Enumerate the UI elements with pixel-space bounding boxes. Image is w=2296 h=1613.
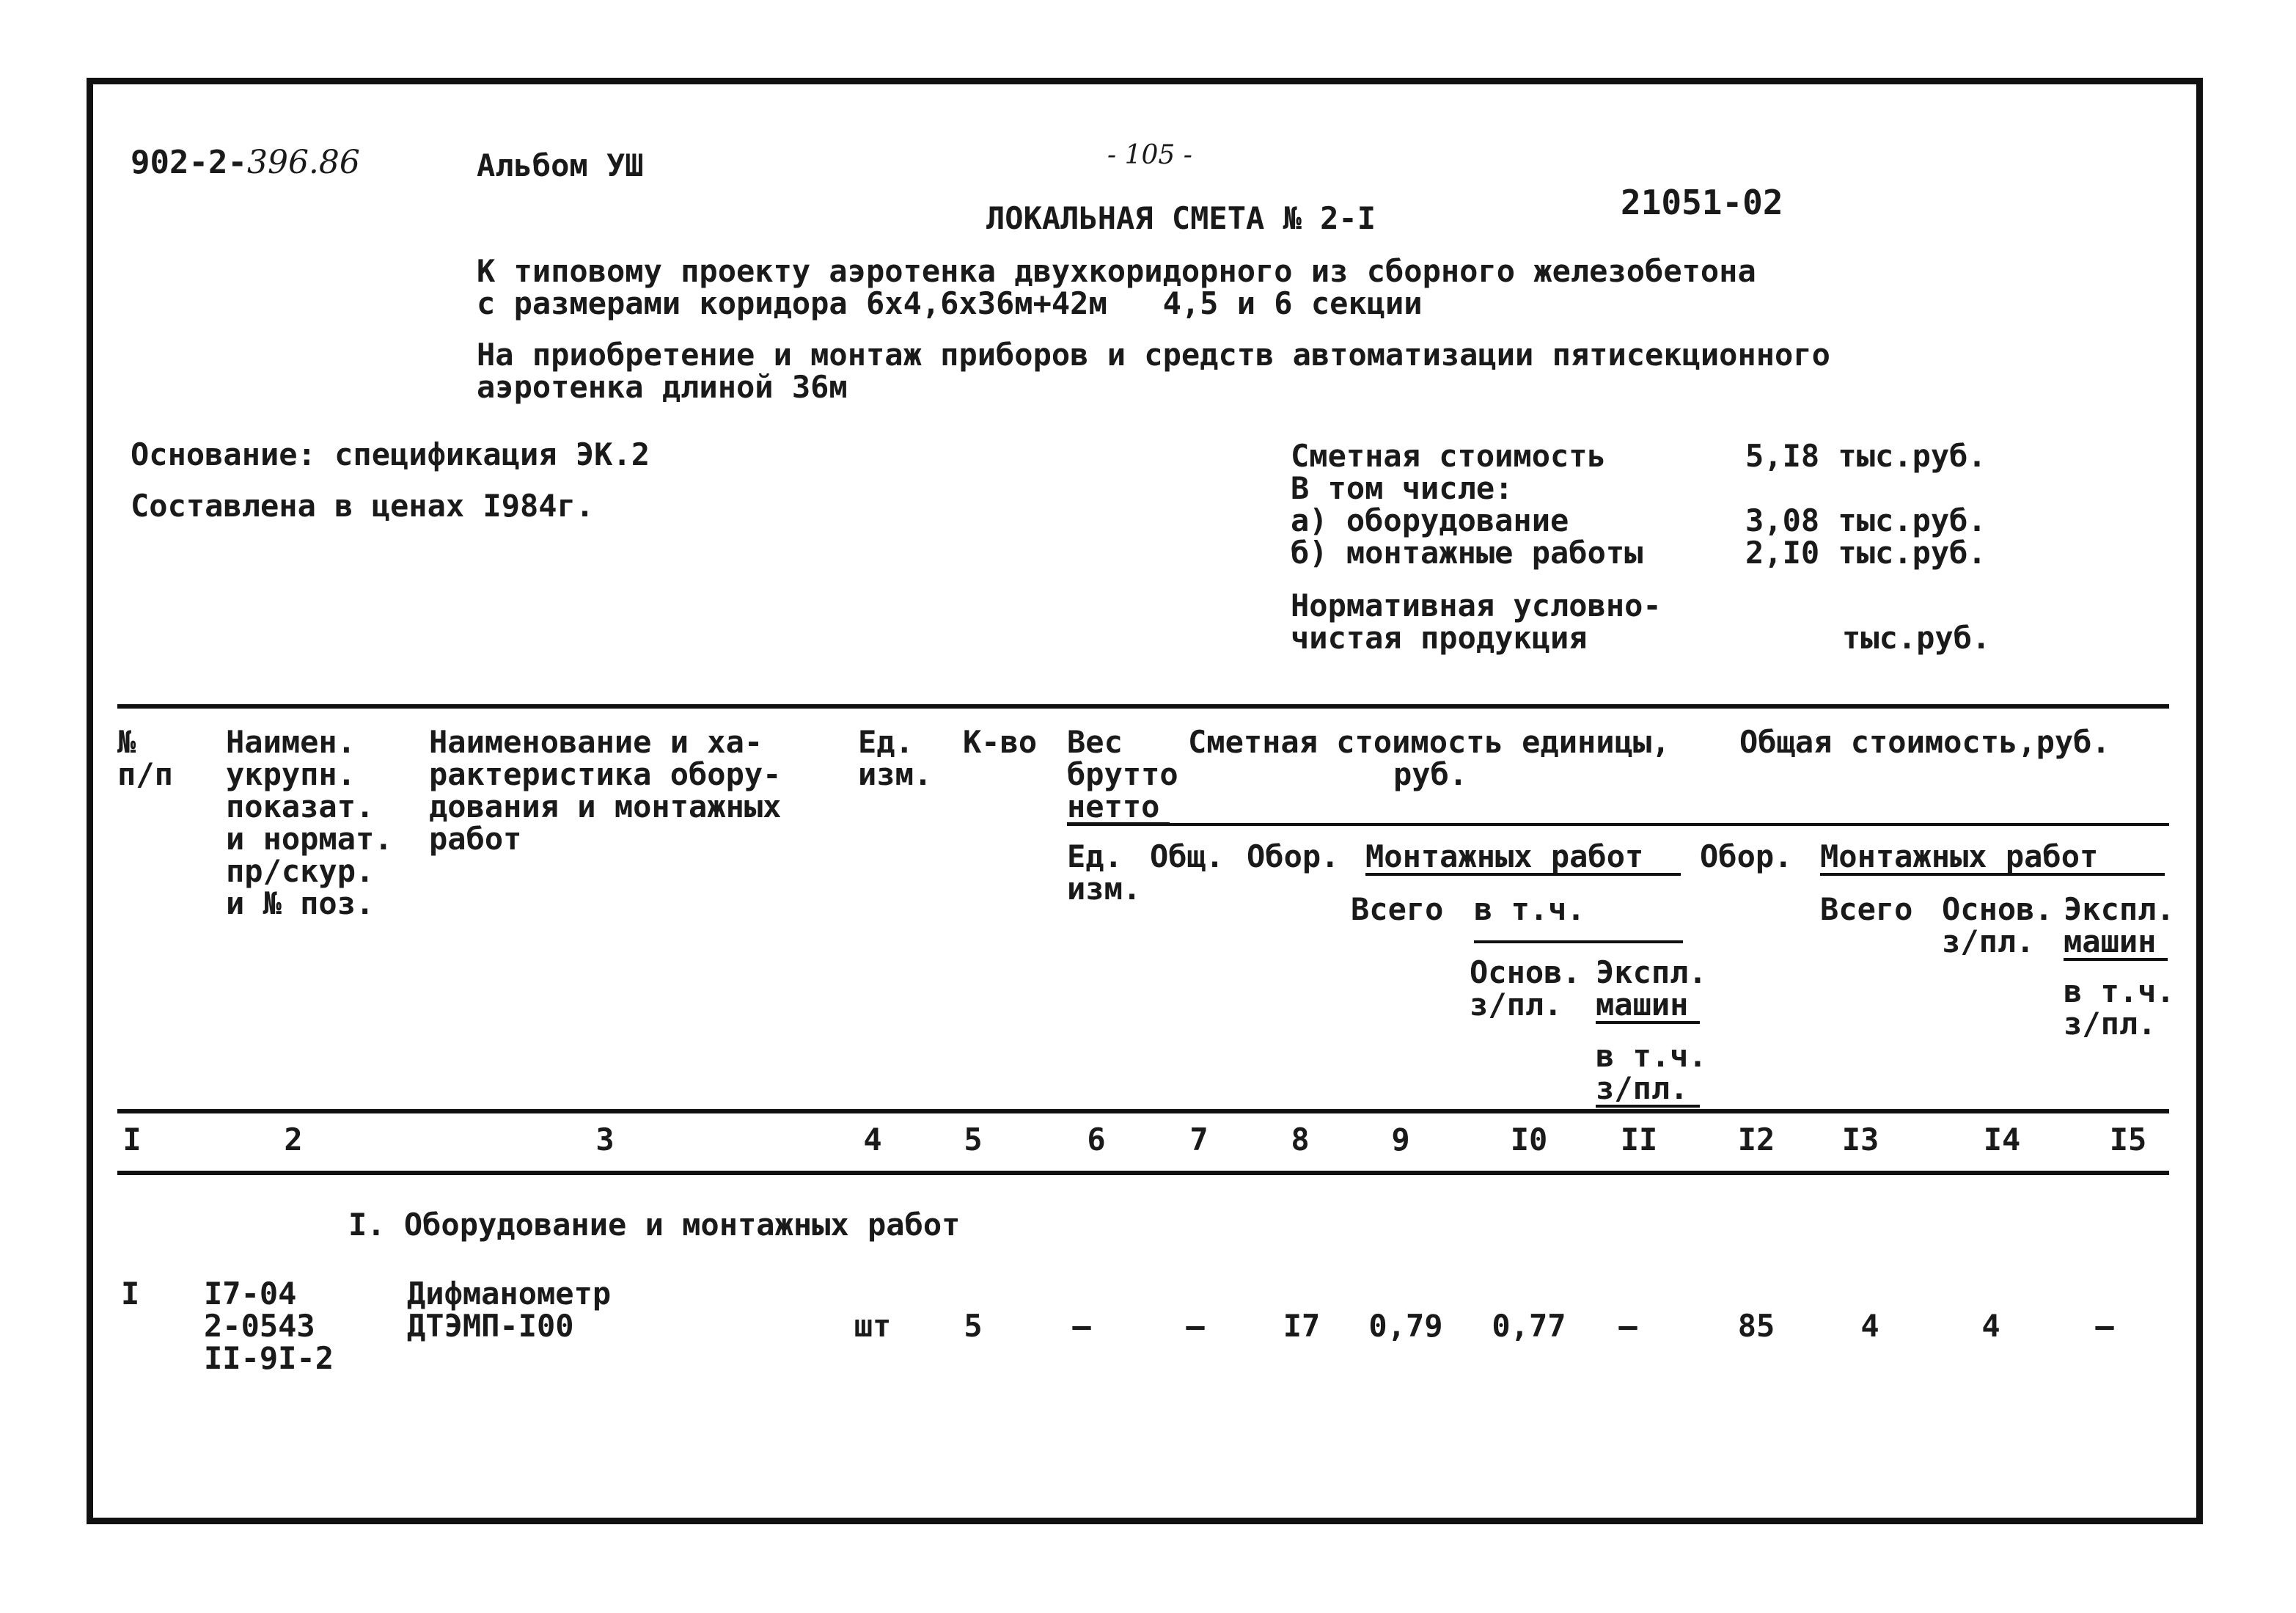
handwritten-code: 396.86 <box>246 144 360 181</box>
col-head-osnov-2: Основ. з/пл. <box>1942 891 2053 959</box>
col-head-ekspl-sub: в т.ч. <box>1596 1038 1707 1074</box>
col-head-ekspl-2-mashin: машин <box>2064 923 2157 959</box>
col-number: 8 <box>1291 1122 1310 1157</box>
mount-works-underline <box>1365 873 1681 876</box>
table-top-rule <box>117 704 2169 709</box>
col-head-incl: в т.ч. <box>1474 891 1585 927</box>
col-head-ekspl: Экспл. <box>1596 954 1707 990</box>
row-total-mount: 4 <box>1860 1308 1879 1344</box>
col-head-weight-total: Общ. <box>1150 838 1225 874</box>
cost-including: В том числе: <box>1291 470 1514 506</box>
col-number: I3 <box>1841 1122 1879 1157</box>
row-weight-unit: – <box>1072 1308 1091 1344</box>
col-head-equip: Обор. <box>1247 838 1340 874</box>
row-code: I7-04 2-0543 II-9I-2 <box>204 1276 334 1376</box>
row-mount-ekspl: – <box>1618 1308 1637 1344</box>
col-head-weight: Вес брутто <box>1067 724 1178 792</box>
page-number: - 105 - <box>1107 140 1192 170</box>
col-number: 3 <box>595 1122 615 1157</box>
row-total-ekspl: – <box>2095 1308 2114 1344</box>
col-head-vsego-2: Всего <box>1820 891 1913 927</box>
row-mount-total: 0,79 <box>1368 1308 1443 1344</box>
col-head-vsego: Всего <box>1351 891 1444 927</box>
row-mount-osnov: 0,77 <box>1492 1308 1566 1344</box>
document-title: ЛОКАЛЬНАЯ СМЕТА № 2-I <box>986 200 1376 236</box>
row-name: Дифманометр ДТЭМП-I00 <box>407 1276 612 1344</box>
numbers-bottom-rule <box>117 1171 2169 1175</box>
purpose-line-1: На приобретение и монтаж приборов и средств автоматизации пятисекционного <box>477 337 1830 373</box>
cost-equipment-value: 3,08 тыс.руб. <box>1745 502 1987 538</box>
subtitle-line-2: с размерами коридора 6х4,6х36м+42м 4,5 и 6 секции <box>477 285 1423 321</box>
ekspl-mashin-underline <box>1596 1021 1700 1024</box>
col-head-mount-works: Монтажных работ <box>1365 838 1644 874</box>
normative-label-1: Нормативная условно- <box>1291 588 1662 623</box>
col-head-unit: Ед. изм. <box>858 724 933 792</box>
ekspl-2-underline <box>2064 958 2168 961</box>
col-number: I4 <box>1983 1122 2021 1157</box>
subtitle-line-1: К типовому проекту аэротенка двухкоридорного из сборного железобетона <box>477 253 1756 289</box>
col-head-num: № п/п <box>117 724 173 792</box>
col-number: I5 <box>2109 1122 2147 1157</box>
row-total-equip: 85 <box>1737 1308 1775 1344</box>
col-number: 7 <box>1189 1122 1208 1157</box>
section-title: I. Оборудование и монтажных работ <box>348 1207 961 1243</box>
cost-total-value: 5,I8 тыс.руб. <box>1745 438 1987 474</box>
row-qty: 5 <box>964 1308 983 1344</box>
col-head-total-equip: Обор. <box>1700 838 1793 874</box>
normative-label-2: чистая продукция <box>1291 620 1588 656</box>
cost-total-label: Сметная стоимость <box>1291 438 1606 474</box>
col-head-weight-unit: Ед. изм. <box>1067 838 1142 907</box>
col-number: I0 <box>1510 1122 1548 1157</box>
col-head-code: Наимен. укрупн. показат. и нормат. пр/скур. и № поз. <box>226 724 393 921</box>
col-number: II <box>1620 1122 1658 1157</box>
col-head-unit-cost: Сметная стоимость единицы, <box>1188 724 1670 760</box>
col-head-qty: К-во <box>963 724 1038 760</box>
basis-spec: Основание: спецификация ЭК.2 <box>131 436 650 472</box>
col-number: I2 <box>1737 1122 1775 1157</box>
col-head-total-mount: Монтажных работ <box>1820 838 2099 874</box>
col-number: 6 <box>1087 1122 1106 1157</box>
row-weight-total: – <box>1186 1308 1205 1344</box>
col-number: I <box>122 1122 142 1157</box>
col-head-name: Наименование и ха- рактеристика обору- дования и монтажных работ <box>429 724 782 857</box>
total-mount-underline <box>1820 873 2165 876</box>
col-head-unit-cost-rub: руб. <box>1393 756 1468 792</box>
col-head-osnov: Основ. з/пл. <box>1470 954 1581 1023</box>
cost-mounting-label: б) монтажные работы <box>1291 535 1643 571</box>
document-number: 21051-02 <box>1621 183 1783 222</box>
col-number: 9 <box>1391 1122 1410 1157</box>
basis-prices: Составлена в ценах I984г. <box>131 488 595 524</box>
col-head-ekspl-2: Экспл. <box>2064 891 2175 927</box>
col-head-weight-netto: нетто <box>1067 789 1160 824</box>
album-label: Альбом УШ <box>477 147 644 183</box>
row-total-osnov: 4 <box>1981 1308 2000 1344</box>
purpose-line-2: аэротенка длиной 36м <box>477 369 848 405</box>
row-unit: шт <box>854 1308 892 1344</box>
cost-equipment-label: а) оборудование <box>1291 502 1569 538</box>
col-head-ekspl-2-sub: в т.ч. з/пл. <box>2064 973 2175 1042</box>
normative-value: тыс.руб. <box>1842 620 1991 656</box>
ekspl-sub-underline <box>1596 1105 1700 1108</box>
col-number: 4 <box>863 1122 882 1157</box>
row-equip-unit: I7 <box>1283 1308 1321 1344</box>
col-head-total-cost: Общая стоимость,руб. <box>1739 724 2110 760</box>
col-head-ekspl-sub2: з/пл. <box>1596 1070 1689 1106</box>
col-head-ekspl-mashin: машин <box>1596 987 1689 1023</box>
col-number: 2 <box>284 1122 303 1157</box>
project-code: 902-2-396.86 <box>131 144 360 181</box>
row-num: I <box>121 1276 140 1312</box>
incl-underline <box>1474 940 1683 943</box>
col-number: 5 <box>964 1122 983 1157</box>
header-mid-rule <box>1067 823 2169 826</box>
header-bottom-rule <box>117 1109 2169 1113</box>
cost-mounting-value: 2,I0 тыс.руб. <box>1745 535 1987 571</box>
